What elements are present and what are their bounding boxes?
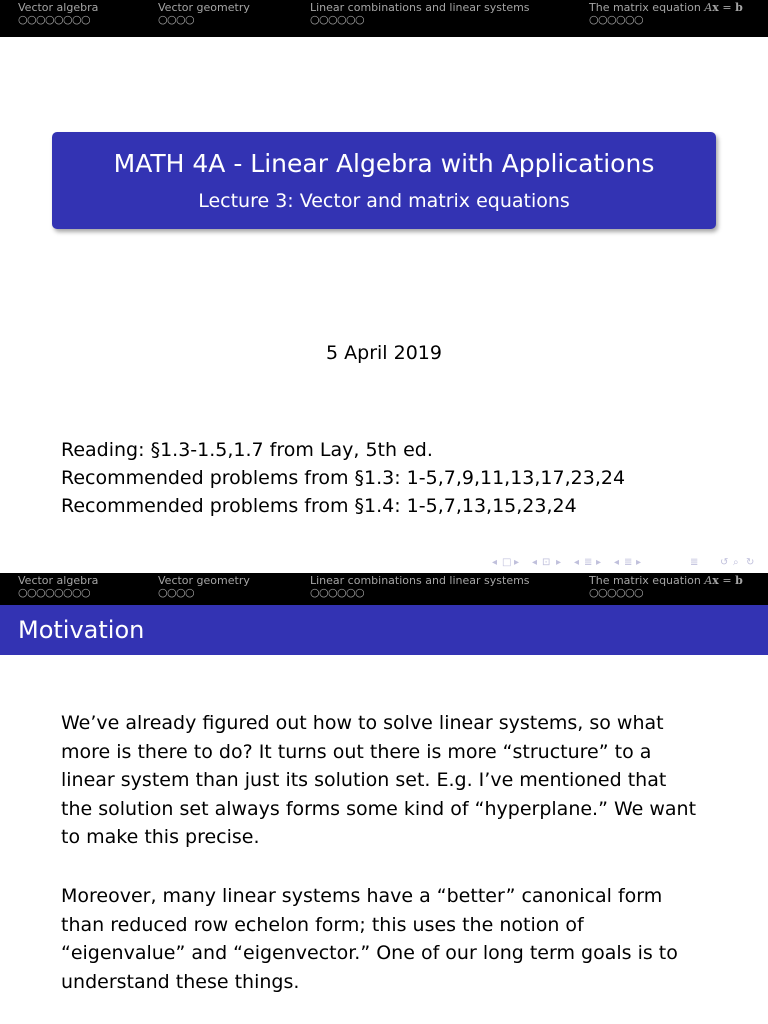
motivation-paragraph-2 <box>61 882 721 996</box>
nav-section-dots[interactable]: ○○○○○○ <box>589 586 643 599</box>
problems-line-1-4: Recommended problems from §1.4: 1-5,7,13,15,23,24 <box>61 495 577 517</box>
nav-section-linear-combinations[interactable] <box>310 574 530 598</box>
nav-section-dots[interactable]: ○○○○○○ <box>310 13 364 26</box>
nav-label-text: The matrix equation <box>589 574 705 587</box>
paragraph-text: Moreover, many linear systems have a “better” canonical form than reduced row echelon form; this uses the notion of “eigenvalue” and “eigenvector.” One of our long term goals is to understand these things. <box>61 885 678 993</box>
nav-label-eq: = <box>718 1 736 14</box>
nav-section-vector-algebra[interactable] <box>18 574 98 598</box>
presentation-title: MATH 4A - Linear Algebra with Applications <box>113 149 655 178</box>
nav-label-math: A <box>704 574 713 587</box>
nav-section-label: Vector algebra <box>18 1 99 14</box>
nav-section-linear-combinations[interactable] <box>310 1 530 25</box>
nav-prev-slide-icon[interactable]: ◂ <box>492 557 498 568</box>
nav-label-bold-x: x <box>712 1 719 14</box>
nav-section-dots[interactable]: ○○○○○○ <box>310 586 364 599</box>
nav-label-eq: = <box>718 574 736 587</box>
nav-prev-section-icon[interactable]: ◂ <box>614 557 620 568</box>
nav-frame-icon[interactable]: ⊡ <box>542 557 551 568</box>
nav-section-dots[interactable]: ○○○○ <box>158 586 194 599</box>
nav-subsection-icon[interactable]: ≣ <box>584 557 593 568</box>
nav-section-label: Vector geometry <box>158 574 250 587</box>
nav-next-slide-icon[interactable]: ▸ <box>514 557 520 568</box>
nav-section-label: Vector algebra <box>18 574 99 587</box>
nav-forward-icon[interactable]: ↻ <box>746 557 755 568</box>
slide-motivation <box>0 573 768 1024</box>
nav-section-matrix-equation[interactable] <box>589 1 743 25</box>
nav-slide-icon[interactable]: □ <box>502 557 512 568</box>
nav-label-text: The matrix equation <box>589 1 705 14</box>
nav-section-vector-algebra[interactable] <box>18 1 98 25</box>
nav-label-bold-b: b <box>735 1 743 14</box>
nav-document-icon[interactable]: ≣ <box>690 557 699 568</box>
problems-line-1-3: Recommended problems from §1.3: 1-5,7,9,11,13,17,23,24 <box>61 467 626 489</box>
nav-prev-frame-icon[interactable]: ◂ <box>532 557 538 568</box>
nav-search-icon[interactable]: ⌕ <box>733 557 739 568</box>
nav-next-frame-icon[interactable]: ▸ <box>556 557 562 568</box>
nav-next-subsection-icon[interactable]: ▸ <box>596 557 602 568</box>
presentation-date: 5 April 2019 <box>326 342 442 364</box>
presentation-subtitle: Lecture 3: Vector and matrix equations <box>198 190 570 212</box>
frame-title-bar <box>0 605 768 655</box>
nav-section-dots[interactable]: ○○○○○○○○ <box>18 13 90 26</box>
nav-label-math: A <box>704 1 713 14</box>
nav-section-vector-geometry[interactable] <box>158 1 250 25</box>
nav-section-label: Linear combinations and linear systems <box>310 574 530 587</box>
reading-info <box>61 436 625 520</box>
nav-back-icon[interactable]: ↺ <box>720 557 729 568</box>
title-block <box>52 132 716 229</box>
nav-label-bold-b: b <box>735 574 743 587</box>
paragraph-text: We’ve already figured out how to solve linear systems, so what more is there to do? It turns out there is more “structure” to a linear system than just its solution set. E.g. I’ve mentioned that the solution set always forms some kind of “hyperplane.” We want to make this precise. <box>61 712 697 849</box>
section-navigation-bar <box>0 0 768 37</box>
nav-section-dots[interactable]: ○○○○○○ <box>589 13 643 26</box>
beamer-navigation-symbols <box>490 556 762 570</box>
nav-section-matrix-equation[interactable] <box>589 574 743 598</box>
nav-section-label: Vector geometry <box>158 1 250 14</box>
section-navigation-bar <box>0 573 768 605</box>
reading-line: Reading: §1.3-1.5,1.7 from Lay, 5th ed. <box>61 439 433 461</box>
nav-label-bold-x: x <box>712 574 719 587</box>
frame-title: Motivation <box>18 616 145 644</box>
nav-prev-subsection-icon[interactable]: ◂ <box>574 557 580 568</box>
nav-next-section-icon[interactable]: ▸ <box>636 557 642 568</box>
nav-section-vector-geometry[interactable] <box>158 574 250 598</box>
motivation-paragraph-1 <box>61 709 721 852</box>
nav-section-dots[interactable]: ○○○○ <box>158 13 194 26</box>
nav-section-dots[interactable]: ○○○○○○○○ <box>18 586 90 599</box>
nav-section-label: Linear combinations and linear systems <box>310 1 530 14</box>
nav-section-icon[interactable]: ≣ <box>624 557 633 568</box>
